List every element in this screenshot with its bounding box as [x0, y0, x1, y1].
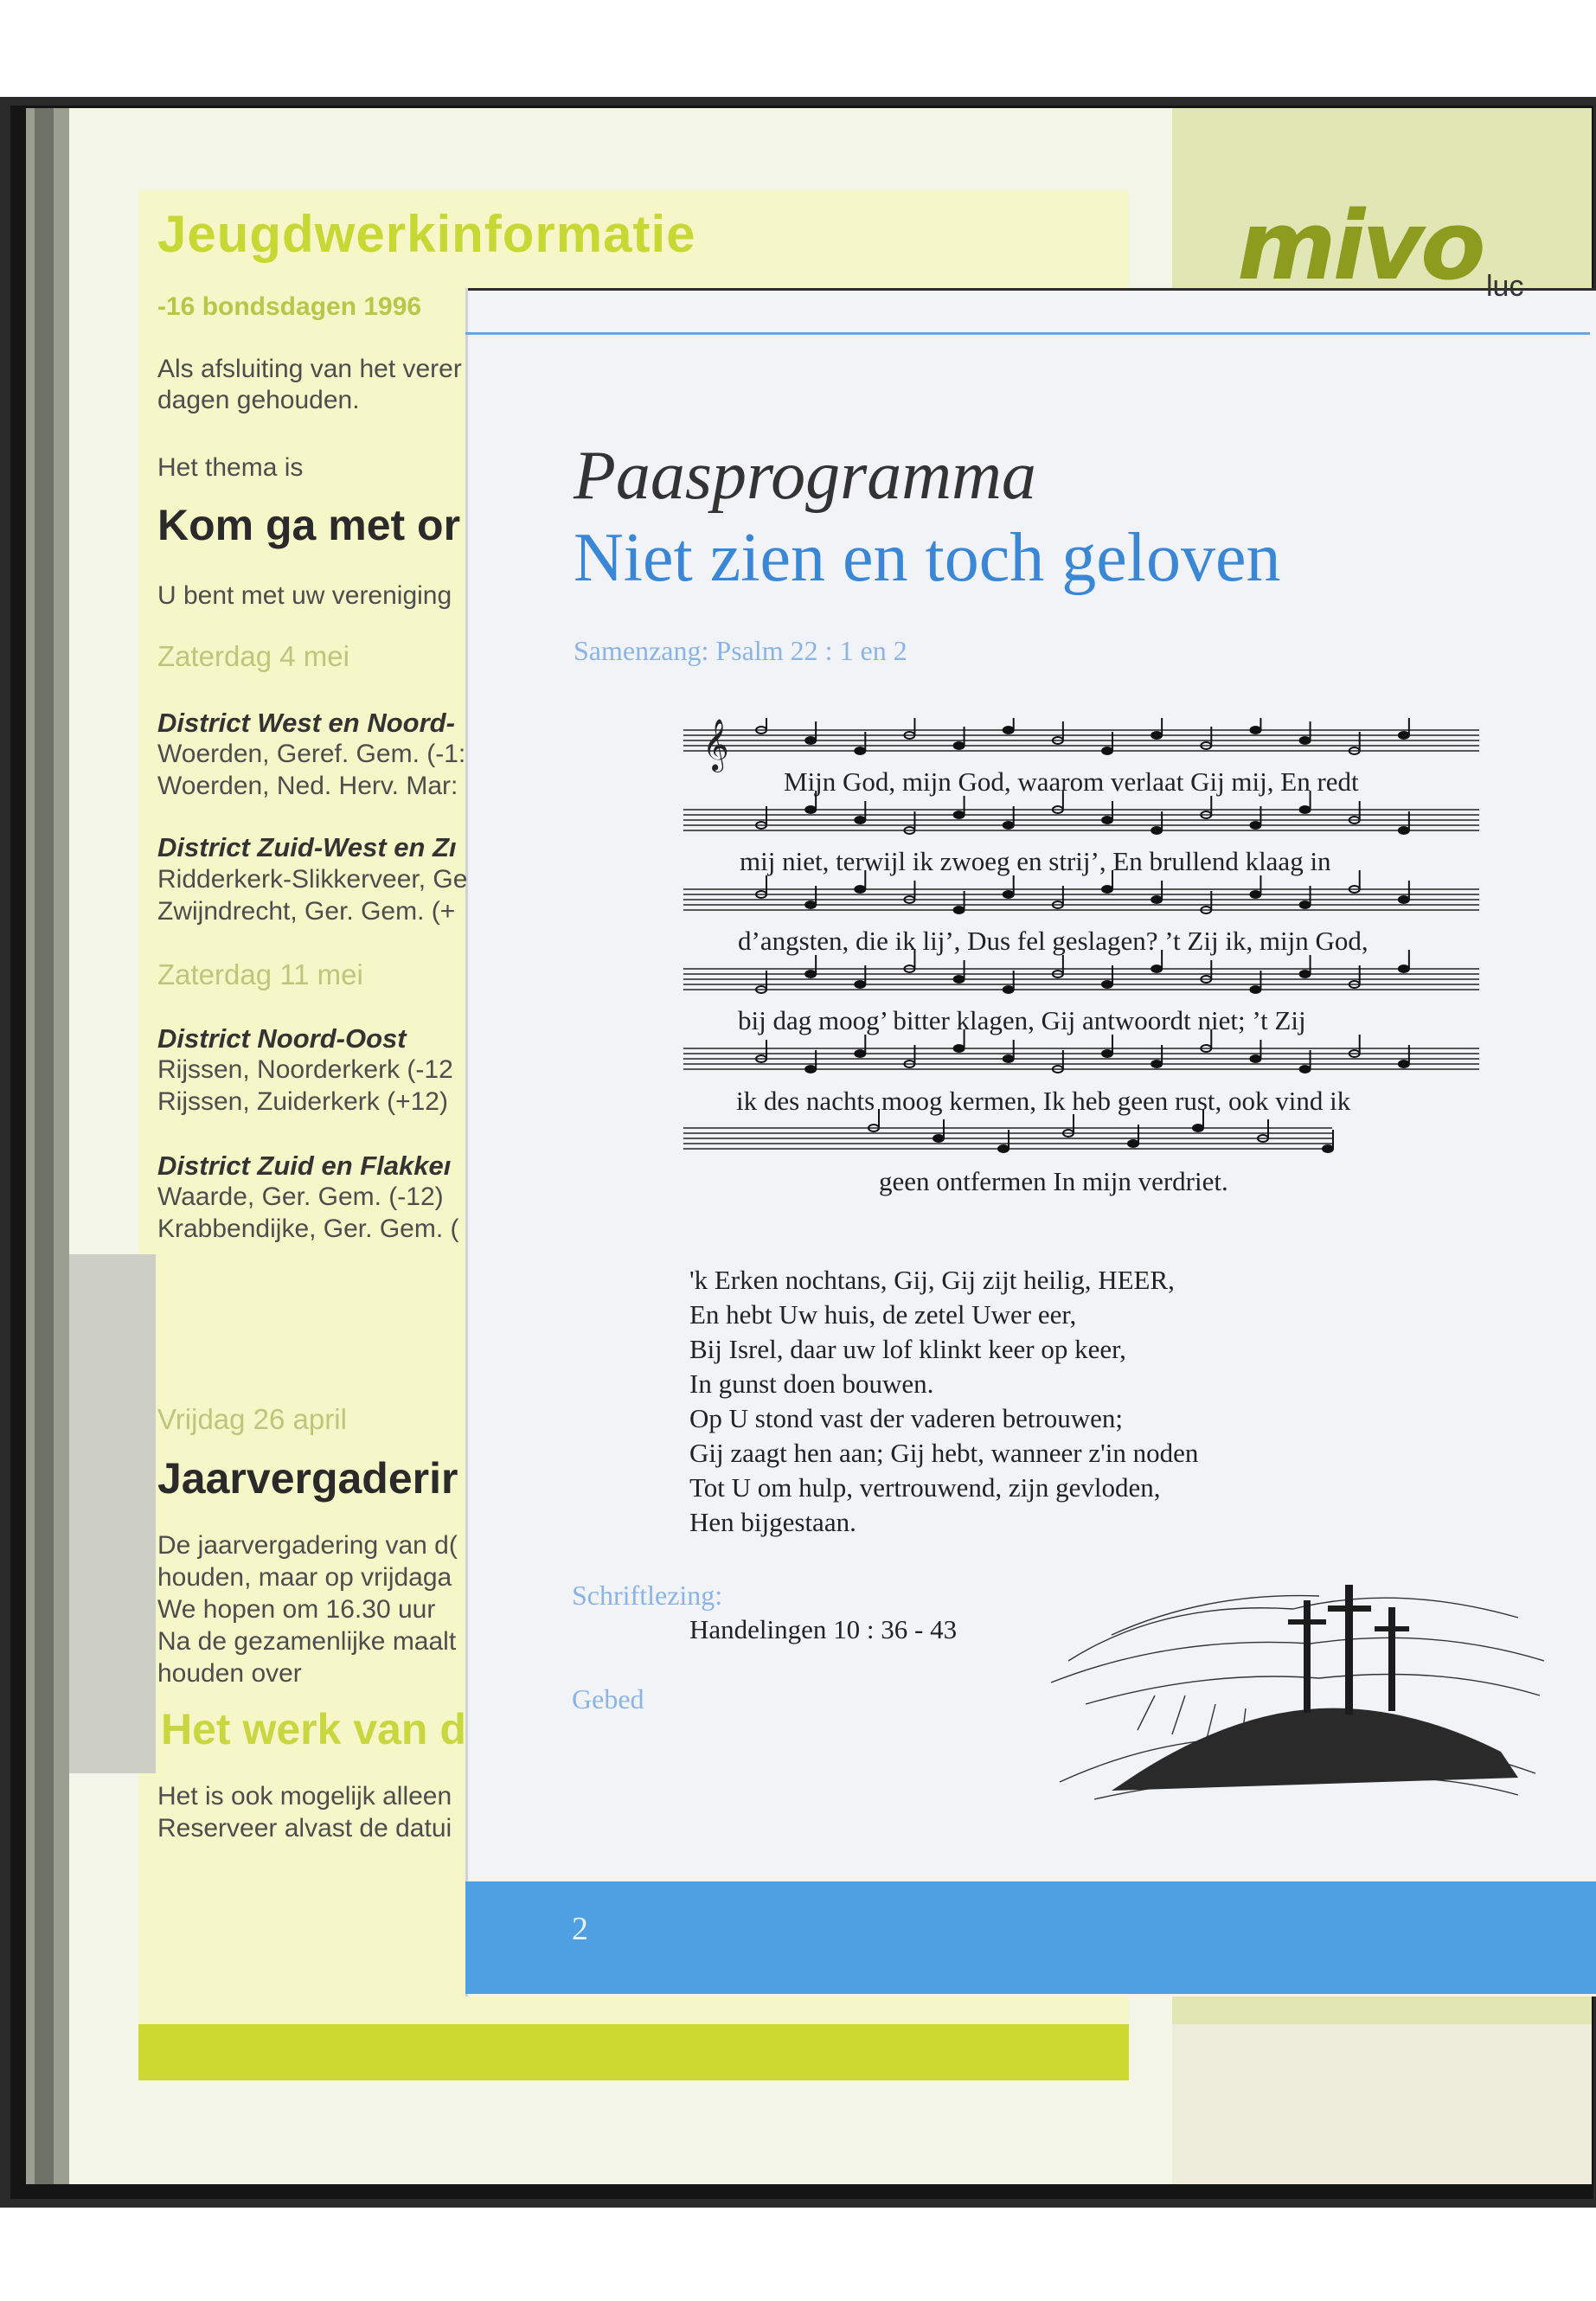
lyric-line-5: ik des nachts moog kermen, Ik heb geen rust, ook vind ik	[736, 1086, 1351, 1116]
note-head	[1300, 737, 1311, 744]
work-line-1: Het is ook mogelijk alleen	[157, 1782, 452, 1811]
theme-title: Kom ga met or	[157, 501, 461, 549]
gebed-label: Gebed	[572, 1683, 644, 1715]
intro-line-1: Als afsluiting van het verer	[157, 355, 462, 383]
verse2-line-6: Gij zaagt hen aan; Gij hebt, wanneer z'in noden	[689, 1438, 1199, 1468]
note-head	[1399, 827, 1409, 834]
note-head	[1151, 732, 1162, 739]
meeting-line-4: Na de gezamenlijke maalt	[157, 1627, 457, 1656]
note-head	[954, 976, 965, 983]
note-head	[1003, 727, 1014, 734]
note-head	[1003, 822, 1014, 829]
date-heading: -16 bondsdagen 1996	[157, 292, 422, 321]
lyric-line-4: bij dag moog’ bitter klagen, Gij antwoordt niet; ’t Zij	[738, 1005, 1306, 1035]
note-head	[1003, 986, 1014, 993]
meeting-line-2: houden, maar op vrijdaga	[157, 1563, 452, 1592]
meeting-line-1: De jaarvergadering van d(	[157, 1531, 458, 1560]
verse2-line-4: In gunst doen bouwen.	[689, 1368, 934, 1399]
verse2-line-5: Op U stond vast der vaderen betrouwen;	[689, 1403, 1124, 1433]
samenzang-label: Samenzang: Psalm 22 : 1 en 2	[574, 635, 907, 666]
meeting-line-5: houden over	[157, 1659, 302, 1688]
program-title: Paasprogramma	[574, 438, 1036, 514]
calvary-illustration	[1034, 1566, 1553, 1817]
district-heading-4: District Zuid en Flakkeı	[157, 1150, 452, 1181]
note-head	[805, 901, 816, 908]
note-head	[954, 1045, 965, 1052]
note-head	[1399, 1061, 1409, 1067]
district-heading-3: District Noord-Oost	[157, 1023, 407, 1054]
note-head	[1250, 822, 1260, 829]
note-head	[805, 971, 816, 977]
district-2-line-1: Ridderkerk-Slikkerveer, Ge	[157, 865, 468, 894]
work-title: Het werk van d	[161, 1705, 466, 1753]
theme-intro: Het thema is	[157, 453, 304, 482]
note-head	[1399, 732, 1409, 739]
note-head	[805, 806, 816, 813]
logo-suffix: luc	[1486, 270, 1524, 303]
note-head	[805, 737, 816, 744]
note-head	[1300, 806, 1311, 813]
note-head	[1250, 891, 1260, 898]
note-head	[1323, 1145, 1333, 1152]
verse2-line-1: 'k Erken nochtans, Gij, Gij zijt heilig, HEER,	[689, 1265, 1175, 1295]
mivo-logo: mivo	[1237, 190, 1483, 301]
note-head	[855, 1050, 865, 1057]
note-head	[1300, 901, 1311, 908]
note-head	[1250, 727, 1260, 734]
note-head	[855, 817, 865, 824]
lyric-line-1: Mijn God, mijn God, waarom verlaat Gij mij, En redt	[784, 766, 1359, 797]
district-3-line-1: Rijssen, Noorderkerk (-12	[157, 1055, 453, 1084]
section-title: Jeugdwerkinformatie	[157, 205, 696, 263]
note-head	[1151, 827, 1162, 834]
note-head	[1102, 747, 1112, 754]
verse2-line-7: Tot U om hulp, vertrouwend, zijn gevloden,	[689, 1472, 1161, 1503]
note-head	[954, 742, 965, 749]
note-head	[1151, 896, 1162, 903]
note-head	[1300, 1066, 1311, 1073]
schriftlezing-reference: Handelingen 10 : 36 - 43	[689, 1614, 958, 1644]
district-4-line-2: Krabbendijke, Ger. Gem. (	[157, 1215, 459, 1243]
district-3-line-2: Rijssen, Zuiderkerk (+12)	[157, 1087, 448, 1116]
note-head	[855, 981, 865, 988]
note-head	[1250, 986, 1260, 993]
district-heading-1: District West en Noord-	[157, 708, 455, 738]
day-heading-1: Zaterdag 4 mei	[157, 640, 349, 672]
invite-line: U bent met uw vereniging	[157, 581, 452, 610]
meeting-line-3: We hopen om 16.30 uur	[157, 1595, 436, 1624]
treble-clef-icon: 𝄞	[702, 719, 729, 771]
program-subtitle: Niet zien en toch geloven	[574, 520, 1281, 596]
lyric-line-6: geen ontfermen In mijn verdriet.	[879, 1166, 1228, 1196]
note-head	[1128, 1140, 1138, 1147]
page-number: 2	[572, 1911, 588, 1947]
lyric-line-2: mij niet, terwijl ik zwoeg en strij’, En brullend klaag in	[740, 846, 1331, 876]
note-head	[1399, 965, 1409, 972]
note-head	[1399, 896, 1409, 903]
note-head	[1102, 1050, 1112, 1057]
note-head	[1003, 1055, 1014, 1062]
note-head	[954, 907, 965, 913]
note-head	[1300, 971, 1311, 977]
note-head	[1102, 981, 1112, 988]
note-head	[1003, 891, 1014, 898]
note-head	[855, 747, 865, 754]
day-heading-3: Vrijdag 26 april	[157, 1403, 347, 1435]
note-head	[998, 1145, 1009, 1152]
day-heading-2: Zaterdag 11 mei	[157, 958, 363, 990]
district-1-line-1: Woerden, Geref. Gem. (-1:	[157, 740, 466, 768]
note-head	[805, 1066, 816, 1073]
verse2-line-2: En hebt Uw huis, de zetel Uwer eer,	[689, 1299, 1077, 1330]
note-head	[1250, 1055, 1260, 1062]
note-head	[1151, 1061, 1162, 1067]
district-heading-2: District Zuid-West en Zı	[157, 832, 457, 862]
lyric-line-3: d’angsten, die ik lij’, Dus fel geslagen? ’t Zij ik, mijn God,	[738, 926, 1368, 956]
note-head	[1193, 1125, 1203, 1131]
work-line-2: Reserveer alvast de datui	[157, 1814, 452, 1843]
note-head	[1102, 886, 1112, 893]
note-head	[954, 811, 965, 818]
district-2-line-2: Zwijndrecht, Ger. Gem. (+	[157, 897, 456, 926]
note-head	[1151, 965, 1162, 972]
district-4-line-1: Waarde, Ger. Gem. (-12)	[157, 1183, 444, 1211]
verse2-line-3: Bij Isrel, daar uw lof klinkt keer op keer,	[689, 1334, 1126, 1364]
district-1-line-2: Woerden, Ned. Herv. Mar:	[157, 772, 458, 800]
note-head	[1102, 817, 1112, 824]
schriftlezing-label: Schriftlezing:	[572, 1580, 723, 1611]
note-head	[855, 886, 865, 893]
note-head	[933, 1135, 944, 1142]
meeting-title: Jaarvergaderir	[157, 1454, 458, 1503]
verse2-line-8: Hen bijgestaan.	[689, 1507, 856, 1537]
intro-line-2: dagen gehouden.	[157, 386, 360, 414]
